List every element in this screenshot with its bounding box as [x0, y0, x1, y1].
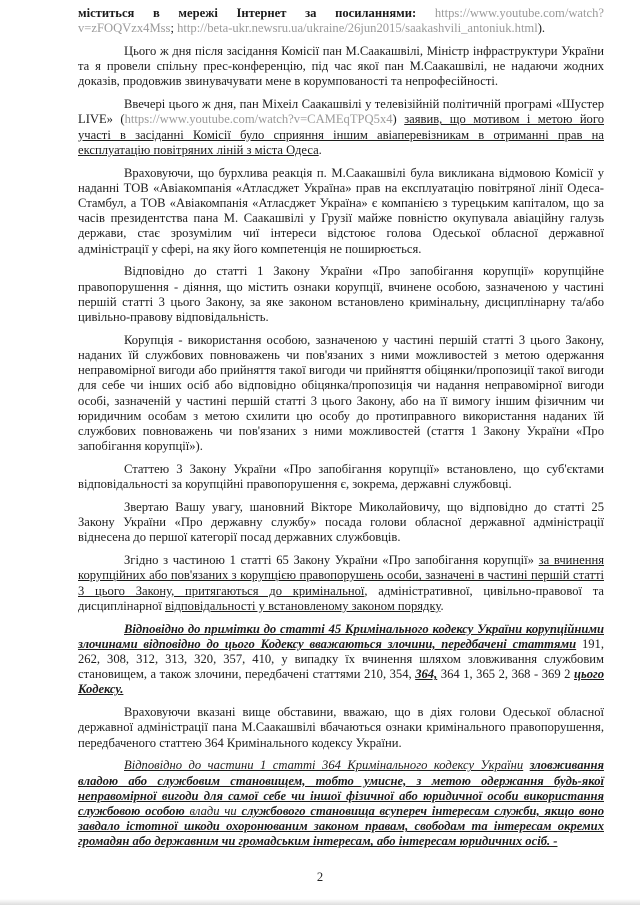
text-segment: Відповідно до статті 1 Закону України «Про запобігання корупції» корупційне правопорушення - діяння, що містить ознаки корупції, вчинене особою, зазначеною у частині першій статті 3 цього Закону, за яке законом встановлено кримінальну, дисциплінарну та/або цивільно-правову відповідальність.	[78, 264, 604, 325]
text-segment: 364,	[415, 667, 438, 682]
text-segment: , адміністративної, цивільно-правової та дисциплінарної	[78, 583, 604, 613]
paragraph	[78, 462, 604, 492]
document-page	[78, 6, 604, 857]
paragraph	[78, 6, 604, 36]
scan-edge	[0, 899, 640, 905]
text-segment: Звертаю Вашу увагу, шановний Вікторе Миколайовичу, що відповідно до статті 25 Закону України «Про державну службу» посада голови обласної державної адміністрації віднесена до першої категорії посад державних службовців.	[78, 500, 604, 545]
text-segment: Відповідно до частини 1 статті 364 Кримінального кодексу України	[124, 758, 524, 773]
url-link[interactable]: http://beta-ukr.newsru.ua/ukraine/26jun2015/saakashvili_antoniuk.html	[177, 21, 538, 36]
text-segment: цього Кодексу.	[78, 667, 604, 697]
paragraph	[78, 705, 604, 751]
text-segment: .	[440, 598, 444, 613]
text-segment: службового становища всупереч інтересам служби, якщо воно завдало істотної шкоди охоронюваним законом правам, свободам та інтересам окремих громадян або державним чи громадським інтересам, або інтересам юридичних осіб. -	[78, 804, 604, 849]
paragraph	[78, 44, 604, 90]
text-segment: Згідно з частиною 1 статті 65 Закону України «Про запобігання корупції»	[124, 553, 539, 568]
text-segment: Враховуючи вказані вище обставини, вважаю, що в діях голови Одеської обласної державної адміністрації пана М.Саакашвілі вбачаються ознаки кримінального правопорушення, передбаченого статтею 364 Кримінального кодексу України.	[78, 705, 604, 750]
url-link[interactable]: https://www.youtube.com/watch?v=CAMEqTPQ5x4	[124, 112, 393, 127]
text-segment: ;	[170, 21, 178, 36]
paragraph	[78, 166, 604, 257]
text-segment: 191, 262, 308, 312, 313, 320, 357, 410, у випадку їх вчинення шляхом зловживання службовим становищем, а також злочини, передбачені статтями 210, 354,	[78, 636, 604, 682]
text-segment: )	[392, 112, 405, 127]
text-segment: Цього ж дня після засідання Комісії пан М.Саакашвілі, Міністр інфраструктури України та я провели спільну прес-конференцію, під час якої пан М.Саакашвілі, не надаючи жодних доказів, продовжив звинувачувати мене в корумпованості та непрофесійності.	[78, 44, 604, 89]
text-segment: 364 1, 365 2, 368 - 369 2	[437, 667, 574, 682]
paragraph	[78, 553, 604, 614]
page-number: 2	[316, 870, 324, 884]
text-segment: .	[318, 142, 322, 157]
text-segment: Відповідно до примітки до статті 45 Кримінального кодексу України корупційними злочинами відповідно до цього Кодексу вважаються злочини, передбачені статтями	[78, 621, 604, 651]
paragraph	[78, 264, 604, 325]
url-link[interactable]: https://www.youtube.com/watch?v=zFOQVzx4Mss	[78, 6, 604, 36]
text-segment: міститься в мережі Інтернет за посиланнями:	[78, 6, 435, 20]
text-segment: зловживання владою або службовим становищем, тобто умисне, з метою одержання будь-якої неправомірної вигоди для самої себе чи іншої фізичної або юридичної особи використання службовою особою	[78, 758, 604, 819]
text-segment: за вчинення корупційних або пов'язаних з корупцією правопорушень особи, зазначені в частині першій статті 3 цього Закону, притягаються до кримінальної	[78, 553, 605, 598]
text-segment: заявив, що мотивом і метою його участі в засіданні Комісії було сприяння іншим авіаперевізникам в отриманні прав на експлуатацію повітряних ліній з міста Одеса	[78, 112, 605, 157]
text-segment: Статтею 3 Закону України «Про запобігання корупції» встановлено, що суб'єктами відповідальності за корупційні правопорушення є, зокрема, державні службовці.	[78, 462, 604, 492]
paragraph	[78, 500, 604, 546]
text-segment: Враховуючи, що бурхлива реакція п. М.Саакашвілі була викликана відмовою Комісії у наданні ТОВ «Авіакомпанія «Атласджет Україна» прав на експлуатацію повітряної лінії Одеса-Стамбул, а ТОВ «Авіакомпанія «Атласджет Україна» є компанією з турецьким капіталом, що за часів президентства пана М. Саакашвілі у Грузії майже повністю окупувала авіаційну галузь держави, стає зрозумілим чиї інтереси відстоює голова Одеської обласної державної адміністрації у сфері, на яку його компетенція не поширюється.	[78, 165, 604, 256]
text-segment: Корупція - використання особою, зазначеною у частині першій статті 3 цього Закону, наданих їй службових повноважень чи пов'язаних з ними можливостей з метою одержання неправомірної вигоди або прийняття такої вигоди чи прийняття обіцянки/пропозиції такої вигоди для себе чи інших осіб або відповідно обіцянка/пропозиція чи надання неправомірної вигоди особі, зазначеній у частині першій статті 3 цього Закону, або на її вимогу іншим фізичним чи юридичним особам з метою схилити цю особу до протиправного використання наданих їй службових повноважень чи пов'язаних з ними можливостей (стаття 1 Закону України «Про запобігання корупції»).	[78, 332, 604, 454]
paragraph	[78, 758, 604, 849]
paragraph	[78, 622, 604, 698]
text-segment: ).	[537, 21, 546, 36]
paragraph	[78, 333, 604, 455]
text-segment: відповідальності у встановленому законом порядку	[165, 598, 441, 613]
paragraph	[78, 97, 604, 158]
text-segment: Ввечері цього ж дня, пан Міхеіл Саакашвілі у телевізійній політичній програмі «Шустер LIVE» (	[78, 97, 604, 127]
text-segment: влади чи	[189, 804, 237, 819]
